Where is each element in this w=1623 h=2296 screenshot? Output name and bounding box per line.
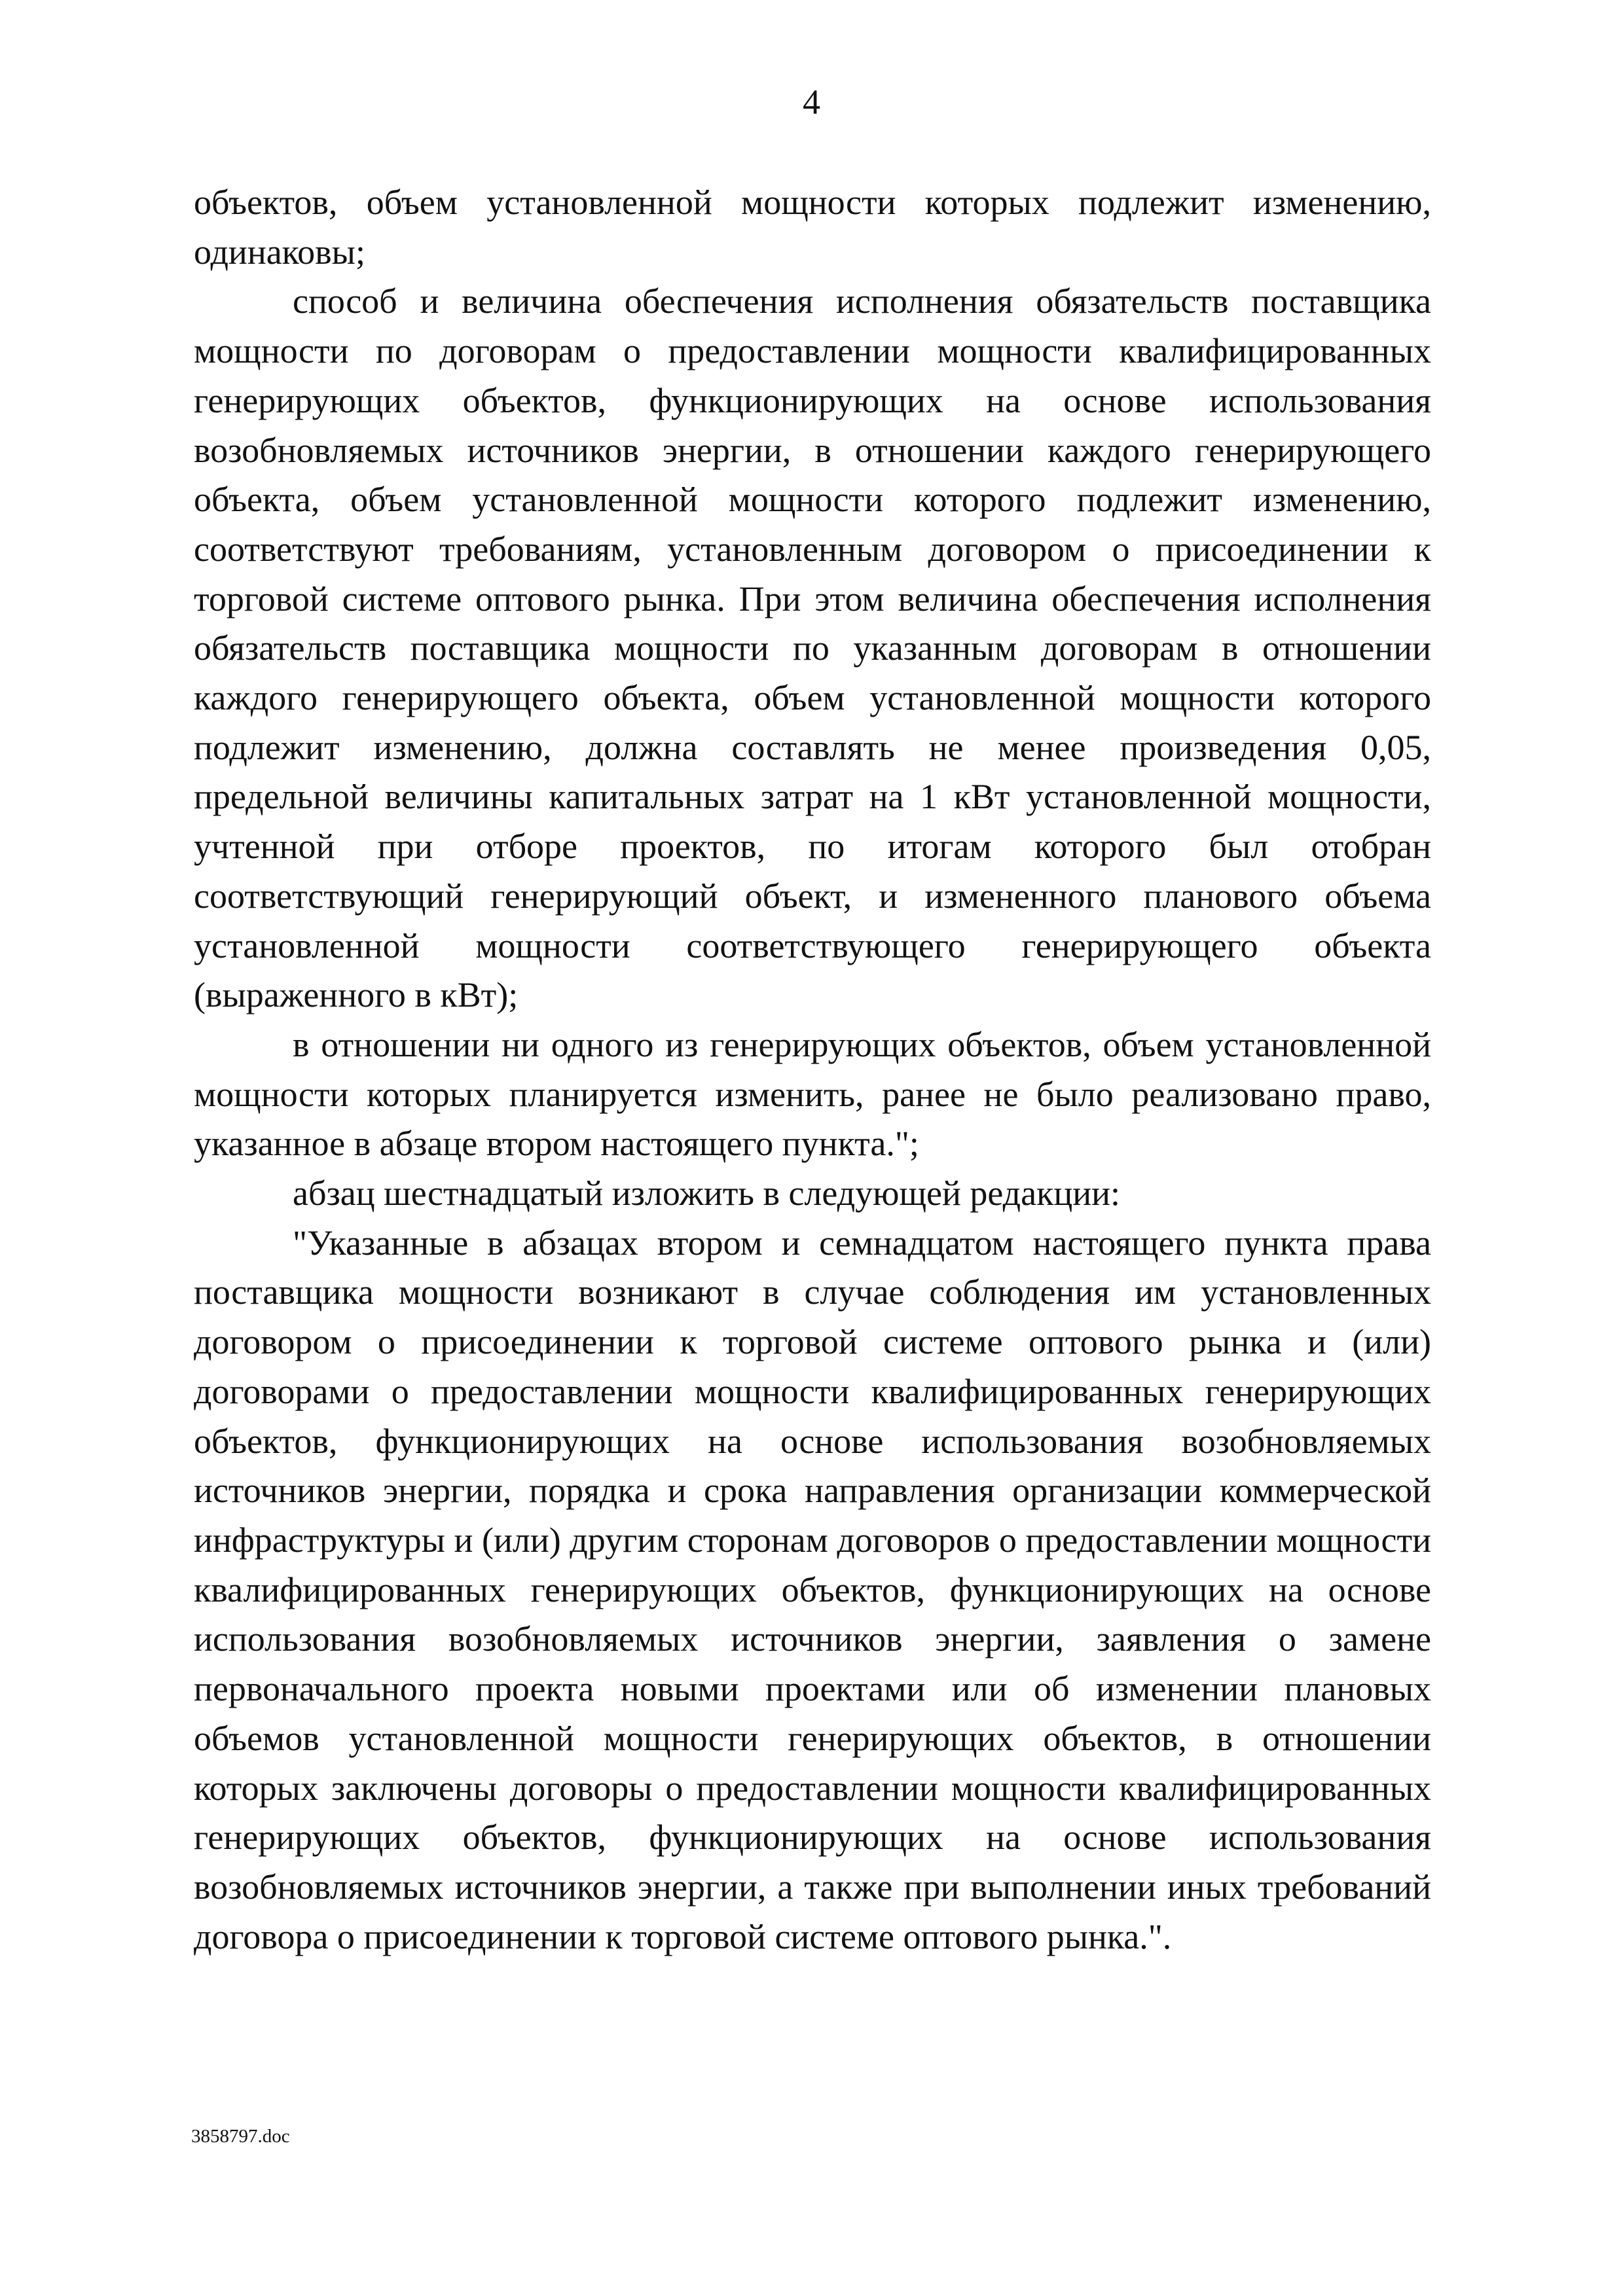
file-name-footer: 3858797.doc (191, 2126, 290, 2147)
paragraph-right-not-exercised: в отношении ни одного из генерирующих объектов, объем установленной мощности которых планируется изменить, ранее не было реализовано право, указанное в абзаце втором настоящего пункта."; (194, 1024, 1431, 1164)
page-number: 4 (803, 82, 820, 122)
paragraph-continuation: объектов, объем установленной мощности которых подлежит изменению, одинаковы; (194, 183, 1431, 272)
paragraph-security-requirements: способ и величина обеспечения исполнения обязательств поставщика мощности по договорам о предоставлении мощности квалифицированных генерирующих объектов, функционирующих на основе использования возобновляемых источников энергии, в отношении каждого генерирующего объекта, объем установленной мощности которого подлежит изменению, соответствуют требованиям, установленным договором о присоединении к торговой системе оптового рынка. При этом величина обеспечения исполнения обязательств поставщика мощности по указанным договорам в отношении каждого генерирующего объекта, объем установленной мощности которого подлежит изменению, должна составлять не менее произведения 0,05, предельной величины капитальных затрат на 1 кВт установленной мощности, учтенной при отборе проектов, по итогам которого был отобран соответствующий генерирующий объект, и измененного планового объема установленной мощности соответствующего генерирующего объекта (выраженного в кВт); (194, 281, 1431, 1015)
paragraph-new-wording: "Указанные в абзацах втором и семнадцатом настоящего пункта права поставщика мощности возникают в случае соблюдения им установленных договором о присоединении к торговой системе оптового рынка и (или) договорами о предоставлении мощности квалифицированных генерирующих объектов, функционирующих на основе использования возобновляемых источников энергии, порядка и срока направления организации коммерческой инфраструктуры и (или) другим сторонам договоров о предоставлении мощности квалифицированных генерирующих объектов, функционирующих на основе использования возобновляемых источников энергии, заявления о замене первоначального проекта новыми проектами или об изменении плановых объемов установленной мощности генерирующих объектов, в отношении которых заключены договоры о предоставлении мощности квалифицированных генерирующих объектов, функционирующих на основе использования возобновляемых источников энергии, а также при выполнении иных требований договора о присоединении к торговой системе оптового рынка.". (194, 1223, 1431, 1956)
document-body (194, 178, 1431, 1962)
paragraph-amendment-instruction: абзац шестнадцатый изложить в следующей редакции: (293, 1174, 1121, 1213)
